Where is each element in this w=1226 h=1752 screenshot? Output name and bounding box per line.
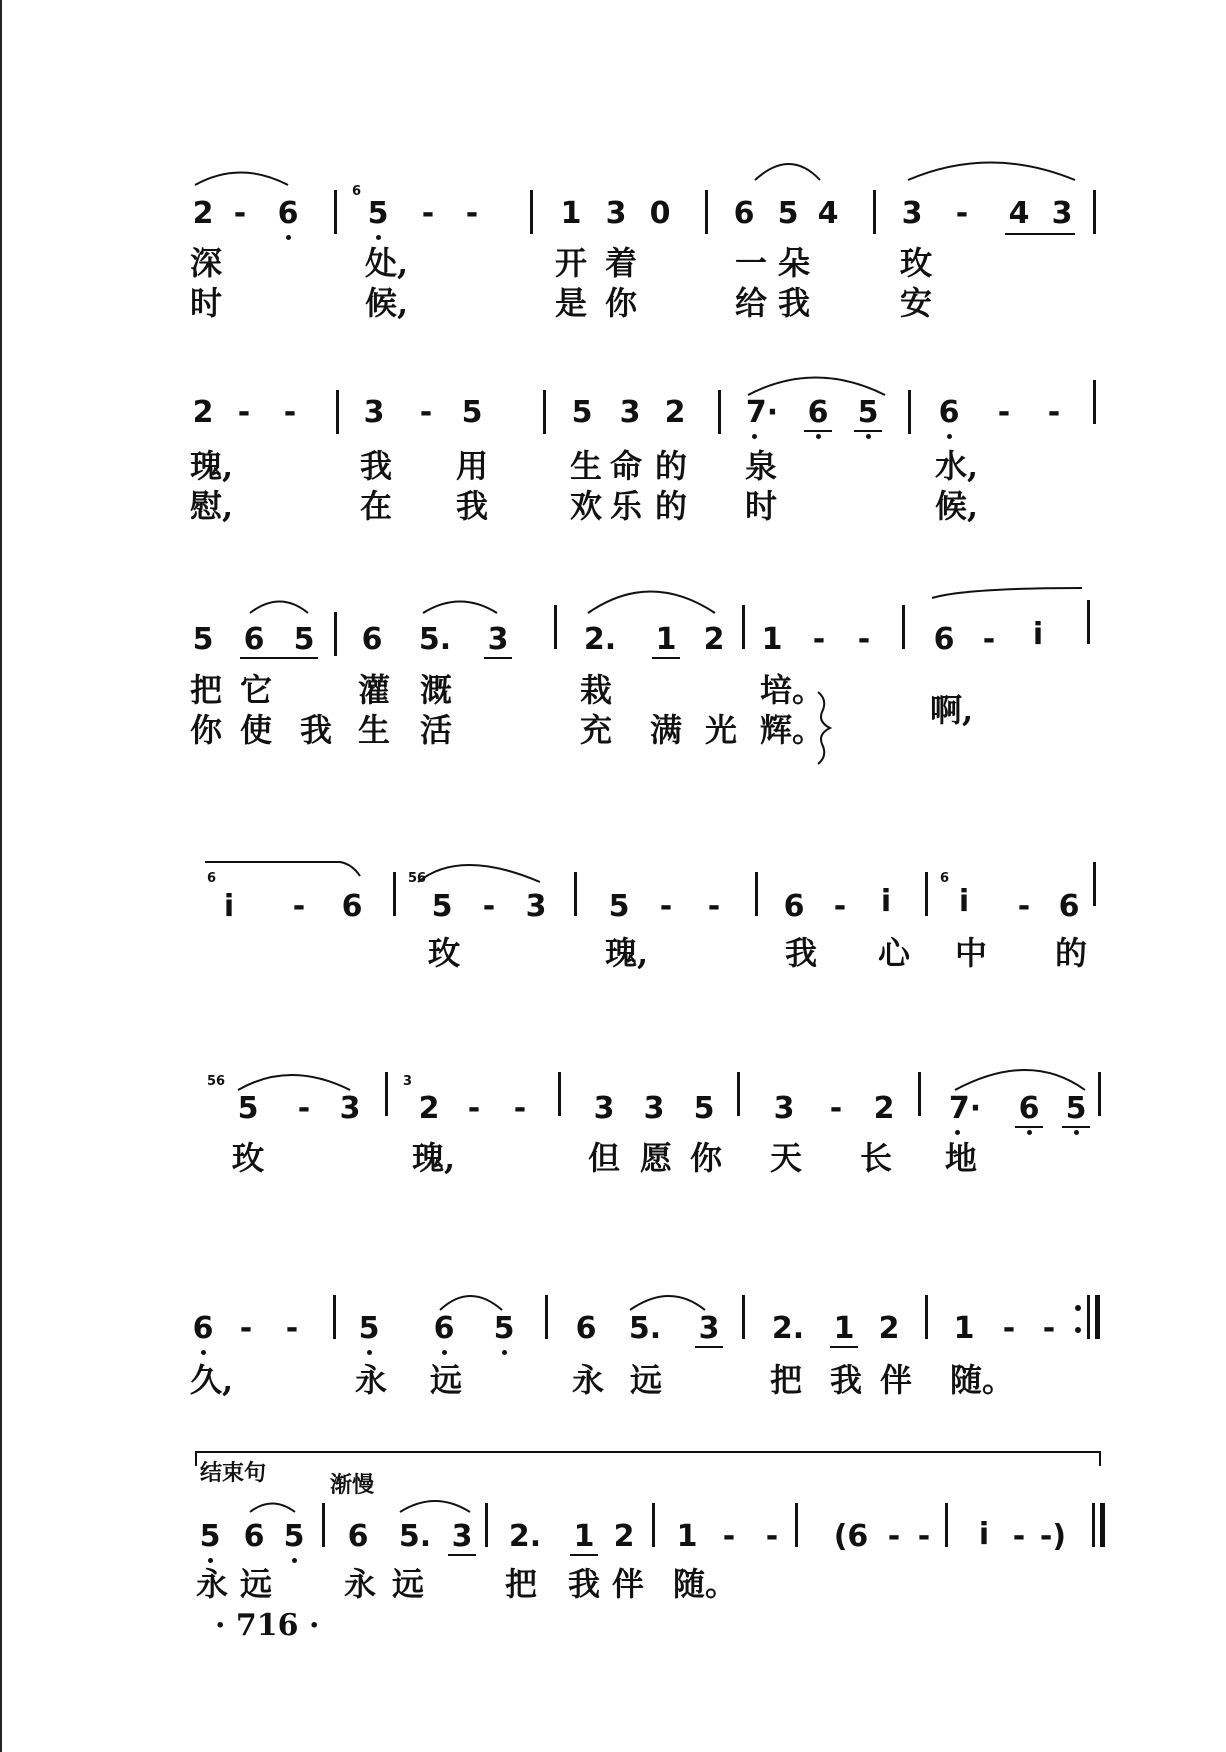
note: - [285,1311,299,1346]
note: - [513,1091,527,1126]
lyric: 把 [770,1361,803,1399]
note: 2 [878,1311,900,1346]
barline [1087,1295,1090,1339]
underline [830,1346,858,1348]
note: 6 [938,395,960,430]
barline [558,1072,561,1116]
note: 4 [1008,196,1030,231]
note: 1 [761,622,783,657]
lyric: 我 [300,711,333,749]
note: 1 [953,1311,975,1346]
lyric: 的 [1055,934,1088,972]
lyric: 开 [555,244,588,282]
note: 3 [363,395,385,430]
lyric: 给 [735,284,768,322]
note: 5 [1065,1091,1087,1126]
barline [543,390,546,434]
note: 5 [237,1091,259,1126]
barline [742,605,745,649]
lyric: 辉。 [760,711,825,749]
octave-dot [442,1350,447,1355]
barline [554,605,557,649]
octave-dot [292,1558,297,1563]
note: 2 [664,395,686,430]
lyric: 伴 [880,1361,913,1399]
lyric: 使 [240,711,273,749]
lyric: 但 [588,1139,621,1177]
note: 6 [361,622,383,657]
note: 0 [649,196,671,231]
note: 3 [593,1091,615,1126]
note: - [283,395,297,430]
barline [322,1503,325,1547]
note: 6 [1018,1091,1040,1126]
note: 3 [698,1311,720,1346]
lyric: 心 [878,934,911,972]
note: - [812,622,826,657]
barline [705,190,708,234]
lyric: 处, [365,244,409,282]
note: 3 [643,1091,665,1126]
barline [755,872,758,916]
note: - [833,889,847,924]
octave-dot [816,434,821,439]
note: 6 [783,889,805,924]
lyric: 着 [605,244,638,282]
note: 6 [575,1311,597,1346]
lyric: 它 [240,671,273,709]
underline [570,1554,598,1556]
note: - [659,889,673,924]
note: - [1017,889,1031,924]
lyric: 长 [860,1139,893,1177]
note: 3 [1051,196,1073,231]
lyric: 的 [655,447,688,485]
underline [240,657,318,659]
underline [1062,1126,1090,1128]
barline [945,1503,948,1547]
barline [918,1072,921,1116]
note: 6 [341,889,363,924]
lyric: 光 [705,711,738,749]
note: - [765,1519,779,1554]
lyric: 安 [900,284,933,322]
lyric: 远 [630,1361,663,1399]
lyric: 时 [745,487,778,525]
barline [336,390,339,434]
barline [925,1295,928,1339]
lyric: 永 [355,1361,388,1399]
lyric: 把 [505,1565,538,1603]
lyric: 远 [392,1565,425,1603]
lyric: 候, [365,284,409,322]
barline [334,612,337,656]
octave-dot [1027,1130,1032,1135]
note: 5 [777,196,799,231]
lyric: 远 [240,1565,273,1603]
note: 5 [367,196,389,231]
underline [652,657,680,659]
note: i [223,889,235,924]
note: 2 [613,1519,635,1554]
note: 5 [571,395,593,430]
note: (6 [833,1519,869,1554]
lyric: 你 [690,1139,723,1177]
lyric: 永 [572,1361,605,1399]
note: 6 [933,622,955,657]
note: 6 [1058,889,1080,924]
lyric: 充 [580,711,613,749]
lyric: 我 [778,284,811,322]
lyric: 一 [735,244,768,282]
lyric: 深 [190,244,223,282]
lyric: 久, [190,1361,234,1399]
note: - [887,1519,901,1554]
underline [1005,233,1075,235]
note: - [1002,1311,1016,1346]
lyric: 栽 [580,671,613,709]
note: - [1012,1519,1026,1554]
lyric: 乐 [610,487,643,525]
note: 1 [573,1519,595,1554]
lyric: 灌 [358,671,391,709]
note: 1 [833,1311,855,1346]
barline [530,190,533,234]
note: 3 [451,1519,473,1554]
lyric: 瑰, [190,447,234,485]
grace-note: 56 [408,871,427,886]
note: 6 [277,196,299,231]
grace-note: 6 [352,184,362,199]
bracket-lyric: 啊, [930,691,974,729]
barline [742,1295,745,1339]
underline [695,1346,723,1348]
lyric: 欢 [570,487,603,525]
note: 7· [745,395,779,430]
octave-dot [866,434,871,439]
note: i [958,884,970,919]
tempo-marking: 渐慢 [330,1472,375,1498]
note: 3 [525,889,547,924]
note: i [978,1517,990,1552]
note: - [239,1311,253,1346]
octave-dot [502,1350,507,1355]
octave-dot [947,434,952,439]
note: 2. [771,1311,805,1346]
note: 3 [339,1091,361,1126]
note: 6 [192,1311,214,1346]
repeat-dot [1075,1327,1081,1333]
barline [1098,1072,1101,1116]
lyric: 把 [190,671,223,709]
page-number: · 716 · [215,1608,320,1643]
lyric: 用 [456,447,489,485]
note: 5. [418,622,452,657]
lyric: 伴 [612,1565,645,1603]
lyric: 随。 [673,1565,738,1603]
lyric: 天 [770,1139,803,1177]
note: 5 [283,1519,305,1554]
lyric: 我 [568,1565,601,1603]
barline [1087,600,1090,644]
note: 7· [948,1091,982,1126]
note: 5 [608,889,630,924]
barline [902,605,905,649]
note: - [982,622,996,657]
octave-dot [1074,1130,1079,1135]
octave-dot [955,1130,960,1135]
lyric: 朵 [778,244,811,282]
note: - [829,1091,843,1126]
note: 5 [461,395,483,430]
note: 6 [243,622,265,657]
barline [545,1295,548,1339]
note: - [292,889,306,924]
note: 5 [199,1519,221,1554]
lyric: 瑰, [412,1139,456,1177]
barline [393,872,396,916]
note: 5. [628,1311,662,1346]
note: 1 [560,196,582,231]
note: - [722,1519,736,1554]
octave-dot [367,1350,372,1355]
lyric: 你 [190,711,223,749]
lyric: 溉 [420,671,453,709]
page-edge [0,0,2,1752]
note: - [467,1091,481,1126]
octave-dot [376,235,381,240]
note: 5 [192,622,214,657]
barline [1093,380,1096,424]
lyric: 你 [605,284,638,322]
note: - [237,395,251,430]
note: 3 [619,395,641,430]
lyric: 慰, [190,487,234,525]
lyric: 远 [430,1361,463,1399]
lyric: 生 [570,447,603,485]
lyric: 我 [830,1361,863,1399]
lyric: 满 [650,711,683,749]
repeat-dot [1075,1305,1081,1311]
underline [854,430,882,432]
note: i [880,884,892,919]
barline [485,1503,488,1547]
note: 2 [703,622,725,657]
final-barline [1095,1295,1100,1339]
note: - [997,395,1011,430]
note: 3 [773,1091,795,1126]
note: 1 [655,622,677,657]
note: 3 [605,196,627,231]
lyric: 瑰, [605,934,649,972]
note: 5 [693,1091,715,1126]
note: 5 [293,622,315,657]
note: 5 [358,1311,380,1346]
lyric: 候, [935,487,979,525]
barline [385,1072,388,1116]
lyric: 是 [555,284,588,322]
barline [873,190,876,234]
note: - [707,889,721,924]
grace-note: 6 [940,871,950,886]
note: - [857,622,871,657]
note: i [1032,617,1044,652]
lyric: 生 [358,711,391,749]
lyric: 的 [655,487,688,525]
note: 5 [857,395,879,430]
lyric: 水, [935,447,979,485]
barline [908,390,911,434]
lyric: 命 [610,447,643,485]
grace-note: 3 [403,1074,413,1089]
note: 4 [817,196,839,231]
lyric: 中 [955,934,988,972]
note: 2 [192,395,214,430]
barline [334,190,337,234]
octave-dot [286,235,291,240]
underline [448,1554,476,1556]
note: 6 [733,196,755,231]
barline [1092,1503,1095,1547]
note: 2 [418,1091,440,1126]
note: - [1042,1311,1056,1346]
lyric: 愿 [640,1139,673,1177]
grace-note: 6 [207,871,217,886]
note: - [465,196,479,231]
note: -) [1039,1519,1067,1554]
note: 5 [493,1311,515,1346]
lyric: 永 [196,1565,229,1603]
lyric: 玫 [900,244,933,282]
note: - [955,196,969,231]
lyric: 我 [360,447,393,485]
note: 2. [583,622,617,657]
lyric: 玫 [232,1139,265,1177]
grace-note: 56 [207,1074,226,1089]
barline [1093,190,1096,234]
lyric: 地 [945,1139,978,1177]
note: 5 [431,889,453,924]
note: 1 [676,1519,698,1554]
barline [795,1503,798,1547]
note: - [917,1519,931,1554]
barline [652,1503,655,1547]
underline [1015,1126,1043,1128]
lyric: 活 [420,711,453,749]
note: 2 [873,1091,895,1126]
lyric: 我 [785,934,818,972]
barline [718,390,721,434]
note: - [233,196,247,231]
note: 3 [487,622,509,657]
note: - [482,889,496,924]
octave-dot [752,434,757,439]
lyric: 玫 [428,934,461,972]
barline [737,1072,740,1116]
lyric: 我 [456,487,489,525]
note: 2 [192,196,214,231]
lyric: 永 [344,1565,377,1603]
note: 2. [508,1519,542,1554]
barline [333,1295,336,1339]
ending-label: 结束句 [200,1460,267,1486]
barline [925,872,928,916]
note: 5. [398,1519,432,1554]
note: - [421,196,435,231]
underline [484,657,512,659]
lyric: 在 [360,487,393,525]
lyric: 随。 [950,1361,1015,1399]
lyric: 泉 [745,447,778,485]
lyric: 时 [190,284,223,322]
note: - [419,395,433,430]
underline [804,430,832,432]
note: 6 [347,1519,369,1554]
note: - [297,1091,311,1126]
octave-dot [201,1350,206,1355]
note: - [1047,395,1061,430]
lyric: 培。 [760,671,825,709]
final-barline [1100,1503,1105,1547]
note: 6 [243,1519,265,1554]
barline [574,872,577,916]
octave-dot [208,1558,213,1563]
note: 6 [433,1311,455,1346]
note: 6 [807,395,829,430]
barline [1093,862,1096,906]
note: 3 [901,196,923,231]
